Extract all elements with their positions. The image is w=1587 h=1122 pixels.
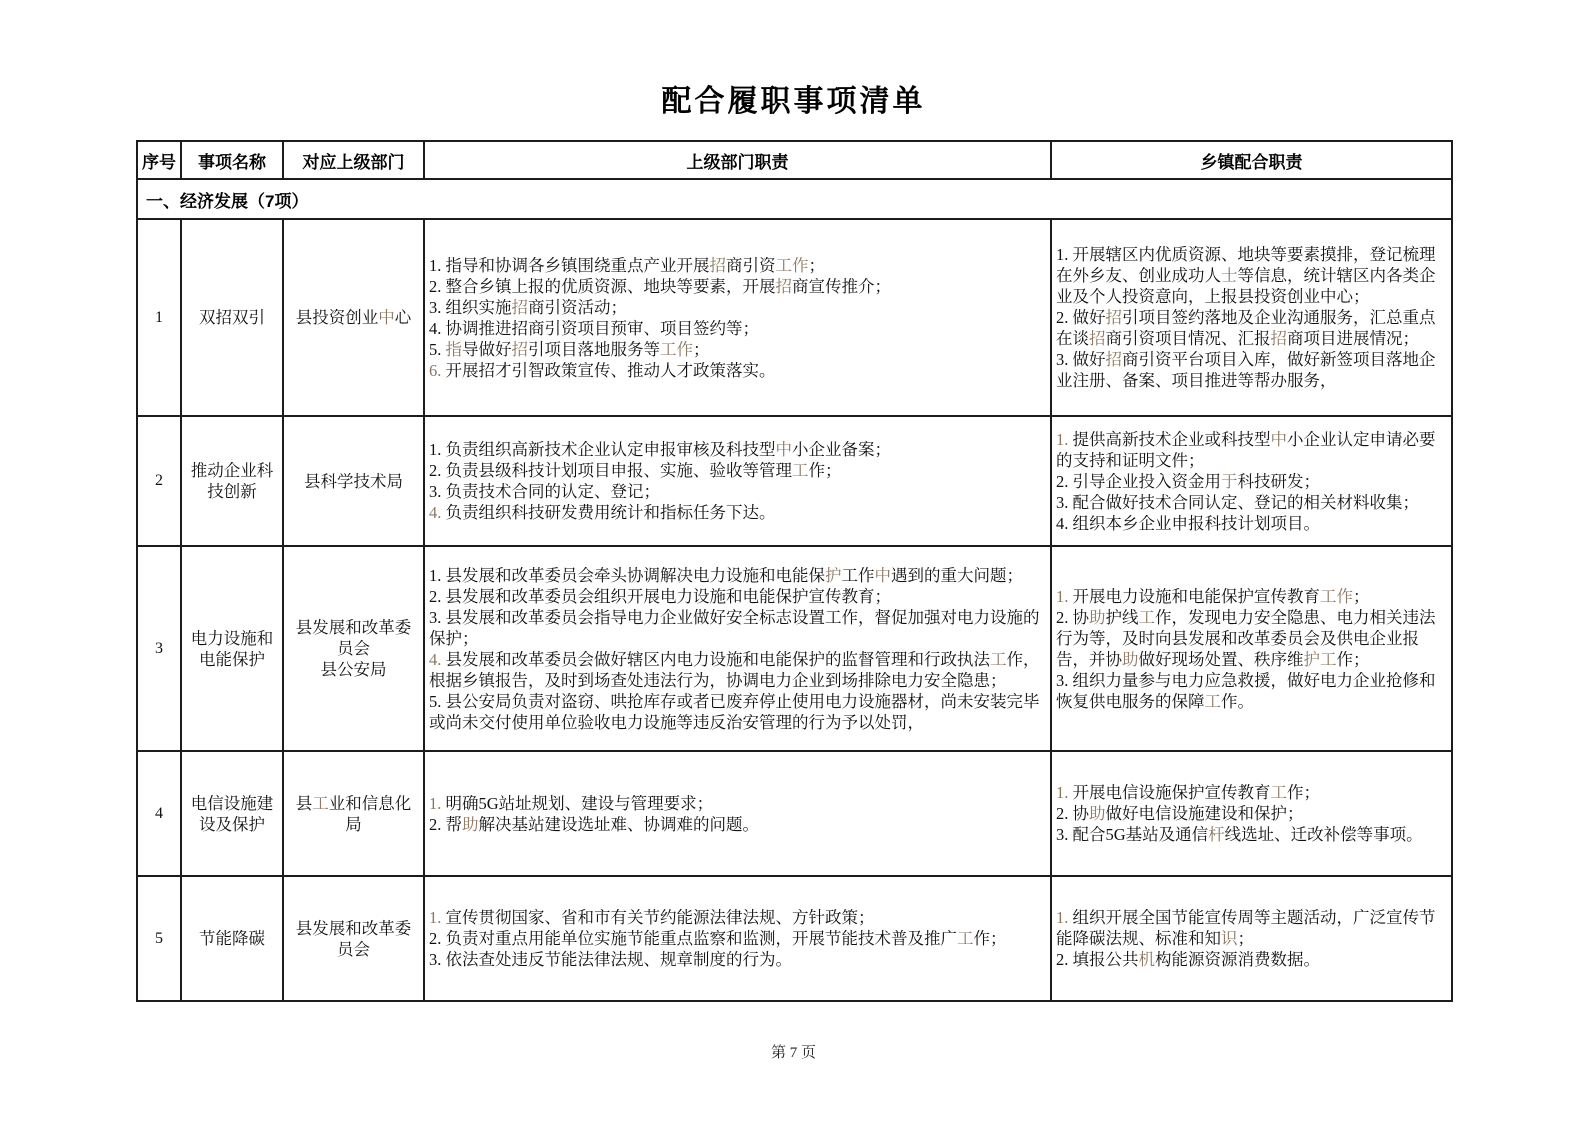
duty-table <box>136 140 1453 1002</box>
superior-duties-cell <box>424 219 1051 416</box>
item-name-cell: 电信设施建设及保护 <box>181 751 283 876</box>
text-line: 4. 县发展和改革委员会做好辖区内电力设施和电能保护的监督管理和行政执法工作，根据乡镇报告，及时到场查处违法行为，协调电力企业到场排除电力安全隐患； <box>429 649 1040 690</box>
text-line: 县投资创业中心 <box>295 308 412 327</box>
text-line: 2. 帮助解决基站建设选址难、协调难的问题。 <box>429 814 759 834</box>
text-line: 3. 组织力量参与电力应急救援，做好电力企业抢修和恢复供电服务的保障工作。 <box>1056 670 1436 711</box>
text-line: 1. 指导和协调各乡镇围绕重点产业开展招商引资工作； <box>429 255 825 275</box>
text-line: 1. 县发展和改革委员会牵头协调解决电力设施和电能保护工作中遇到的重大问题； <box>429 565 1023 585</box>
text-line: 1. 宣传贯彻国家、省和市有关节约能源法律法规、方针政策； <box>429 908 875 927</box>
col-header-item-name: 事项名称 <box>181 141 283 179</box>
text-line: 县工业和信息化局 <box>295 793 412 834</box>
table-row <box>137 416 1452 546</box>
text-line: 3. 依法查处违反节能法律法规、规章制度的行为。 <box>429 950 792 969</box>
township-duties-cell <box>1051 876 1452 1001</box>
superior-dept-cell <box>283 416 424 546</box>
col-header-index: 序号 <box>137 141 181 179</box>
superior-duties-cell <box>424 751 1051 876</box>
item-name-cell: 节能降碳 <box>181 876 283 1001</box>
text-line: 3. 县发展和改革委员会指导电力企业做好安全标志设置工作，督促加强对电力设施的保护； <box>429 607 1040 648</box>
superior-duties-cell <box>424 546 1051 751</box>
superior-duties-cell <box>424 416 1051 546</box>
item-name-cell: 双招双引 <box>181 219 283 416</box>
page-title: 配合履职事项清单 <box>661 85 926 118</box>
text-line: 2. 填报公共机构能源资源消费数据。 <box>1056 950 1320 969</box>
text-line: 1. 明确5G站址规划、建设与管理要求； <box>429 793 714 813</box>
text-line: 4. 负责组织科技研发费用统计和指标任务下达。 <box>429 503 776 522</box>
item-name-cell: 推动企业科技创新 <box>181 416 283 546</box>
township-duties-cell <box>1051 751 1452 876</box>
text-line: 4. 组织本乡企业申报科技计划项目。 <box>1056 513 1320 533</box>
superior-dept-cell <box>283 751 424 876</box>
text-line: 6. 开展招才引智政策宣传、推动人才政策落实。 <box>429 360 776 380</box>
col-header-superior-duties: 上级部门职责 <box>424 141 1051 179</box>
text-line: 2. 负责对重点用能单位实施节能重点监察和监测，开展节能技术普及推广工作； <box>429 929 1007 948</box>
text-line: 2. 县发展和改革委员会组织开展电力设施和电能保护宣传教育； <box>429 586 891 606</box>
col-header-superior-dept: 对应上级部门 <box>283 141 424 179</box>
text-line: 5. 县公安局负责对盗窃、哄抢库存或者已废弃停止使用电力设施器材，尚未安装完毕或尚未交付使用单位验收电力设施等违反治安管理的行为予以处罚， <box>429 691 1040 732</box>
row-number-cell: 1 <box>137 219 181 416</box>
text-line: 5. 指导做好招引项目落地服务等工作； <box>429 339 710 359</box>
township-duties-cell <box>1051 546 1452 751</box>
text-line: 3. 配合5G基站及通信杆线选址、迁改补偿等事项。 <box>1056 825 1423 844</box>
text-line: 1. 组织开展全国节能宣传周等主题活动，广泛宣传节能降碳法规、标准和知识； <box>1056 908 1436 948</box>
text-line: 1. 提供高新技术企业或科技型中小企业认定申请必要的支持和证明文件； <box>1056 429 1436 470</box>
row-number-cell: 5 <box>137 876 181 1001</box>
row-number-cell: 3 <box>137 546 181 751</box>
table-row <box>137 876 1452 1001</box>
superior-dept-cell <box>283 546 424 751</box>
text-line: 1. 开展辖区内优质资源、地块等要素摸排，登记梳理在外乡友、创业成功人士等信息，统计辖区内各类企业及个人投资意向，上报县投资创业中心； <box>1056 245 1436 306</box>
page-number: 第 7 页 <box>770 1045 816 1061</box>
section-row <box>137 179 1452 219</box>
text-line: 3. 负责技术合同的认定、登记； <box>429 482 660 501</box>
text-line: 3. 做好招商引资平台项目入库，做好新签项目落地企业注册、备案、项目推进等帮办服务， <box>1056 350 1436 390</box>
col-header-township-duties: 乡镇配合职责 <box>1051 141 1452 179</box>
row-number-cell: 4 <box>137 751 181 876</box>
text-line: 2. 负责县级科技计划项目申报、实施、验收等管理工作； <box>429 461 842 480</box>
table-row <box>137 219 1452 416</box>
table-header-row <box>137 141 1452 179</box>
table-row <box>137 751 1452 876</box>
text-line: 4. 协调推进招商引资项目预审、项目签约等； <box>429 318 759 338</box>
superior-dept-cell <box>283 219 424 416</box>
text-line: 县发展和改革委员会 <box>295 918 412 959</box>
text-line: 2. 协助做好电信设施建设和保护； <box>1056 804 1304 823</box>
township-duties-cell <box>1051 416 1452 546</box>
text-line: 县科学技术局 <box>304 471 403 491</box>
text-line: 2. 整合乡镇上报的优质资源、地块等要素，开展招商宣传推介； <box>429 276 891 296</box>
text-line: 1. 开展电信设施保护宣传教育工作； <box>1056 783 1320 802</box>
township-duties-cell <box>1051 219 1452 416</box>
text-line: 1. 负责组织高新技术企业认定申报审核及科技型中小企业备案； <box>429 440 891 459</box>
table-row <box>137 546 1452 751</box>
row-number-cell: 2 <box>137 416 181 546</box>
text-line: 县公安局 <box>320 660 387 679</box>
text-line: 3. 配合做好技术合同认定、登记的相关材料收集； <box>1056 492 1419 512</box>
item-name-cell: 电力设施和电能保护 <box>181 546 283 751</box>
text-line: 县发展和改革委员会 <box>295 618 412 658</box>
table-body <box>137 179 1452 1001</box>
superior-dept-cell <box>283 876 424 1001</box>
text-line: 3. 组织实施招商引资活动； <box>429 297 627 317</box>
text-line: 1. 开展电力设施和电能保护宣传教育工作； <box>1056 586 1370 606</box>
text-line: 2. 引导企业投入资金用于科技研发； <box>1056 471 1320 491</box>
text-line: 2. 做好招引项目签约落地及企业沟通服务，汇总重点在谈招商引资项目情况、汇报招商项目进展情况； <box>1056 308 1436 348</box>
section-title: 一、经济发展（7项） <box>137 179 1452 219</box>
superior-duties-cell <box>424 876 1051 1001</box>
text-line: 2. 协助护线工作，发现电力安全隐患、电力相关违法行为等，及时向县发展和改革委员会及供电企业报告，并协助做好现场处置、秩序维护工作； <box>1056 607 1436 669</box>
